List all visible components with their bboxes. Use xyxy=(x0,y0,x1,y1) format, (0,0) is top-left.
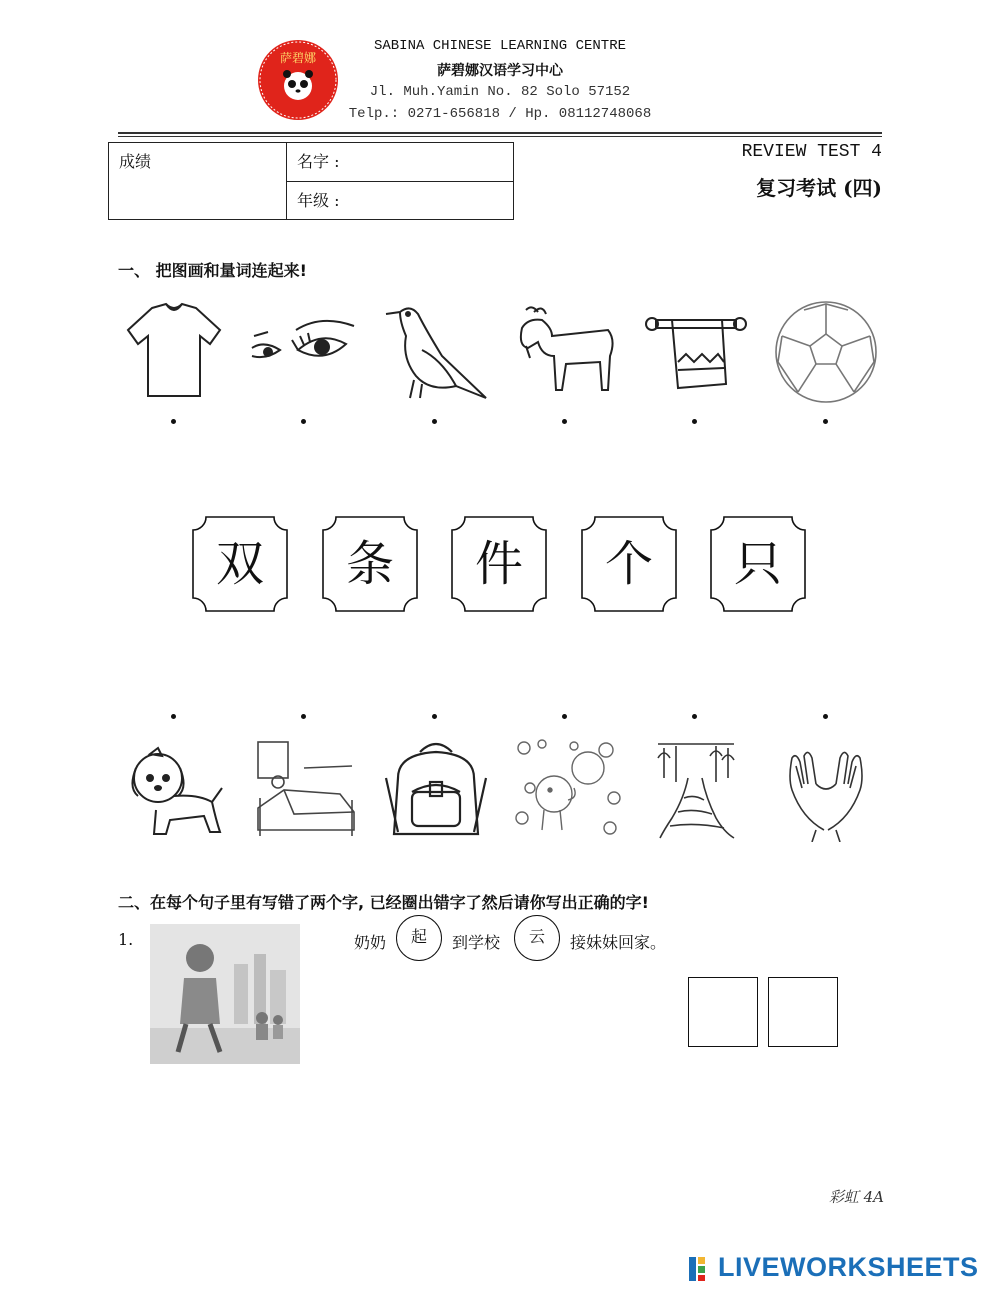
bed-picture xyxy=(254,738,358,842)
connect-dot[interactable] xyxy=(432,714,437,719)
logo-text: 萨碧娜 xyxy=(279,51,317,65)
measure-word: 双 xyxy=(215,536,264,592)
score-cell[interactable] xyxy=(109,143,287,219)
textbook-label: 彩虹 4A xyxy=(828,1188,884,1206)
question-number: 1. xyxy=(118,930,134,949)
grade-field[interactable] xyxy=(287,182,513,219)
sentence-part: 接妹妹回家。 xyxy=(570,933,667,952)
liveworksheets-logo[interactable] xyxy=(688,1254,988,1284)
test-title-en: REVIEW TEST 4 xyxy=(741,142,882,162)
measure-word-box[interactable] xyxy=(581,516,677,612)
section2-title: 二、在每个句子里有写错了两个字, 已经圈出错字了然后请你写出正确的字! xyxy=(118,893,649,912)
liveworksheets-brand: LIVEWORKSHEETS xyxy=(718,1252,979,1282)
school-name-zh: 萨碧娜汉语学习中心 xyxy=(437,63,563,79)
grandma-walking-picture xyxy=(150,924,300,1064)
school-address: Jl. Muh.Yamin No. 82 Solo 57152 xyxy=(369,84,631,100)
test-title-zh: 复习考试 (四) xyxy=(756,176,882,200)
bird-picture xyxy=(382,300,486,404)
connect-dot[interactable] xyxy=(823,419,828,424)
connect-dot[interactable] xyxy=(171,419,176,424)
score-label: 成绩 xyxy=(119,152,152,171)
wrong-char-circle: 云 xyxy=(514,915,560,961)
measure-word: 件 xyxy=(474,536,523,592)
towel-picture xyxy=(642,300,746,404)
hands-picture xyxy=(782,738,886,842)
puppy-picture xyxy=(124,738,228,842)
connect-dot[interactable] xyxy=(823,714,828,719)
liveworksheets-icon xyxy=(688,1256,714,1282)
student-info-table xyxy=(108,142,514,220)
elephant-bubbles-picture xyxy=(514,738,618,842)
connect-dot[interactable] xyxy=(562,419,567,424)
connect-dot[interactable] xyxy=(432,419,437,424)
measure-word-box[interactable] xyxy=(322,516,418,612)
tshirt-picture xyxy=(122,300,226,404)
name-field[interactable] xyxy=(287,143,513,182)
measure-word: 条 xyxy=(345,536,394,592)
header-rule xyxy=(118,132,882,134)
measure-word-box[interactable] xyxy=(192,516,288,612)
connect-dot[interactable] xyxy=(301,714,306,719)
connect-dot[interactable] xyxy=(171,714,176,719)
goat-picture xyxy=(512,300,616,404)
connect-dot[interactable] xyxy=(562,714,567,719)
backpack-picture xyxy=(382,738,486,842)
wrong-char-circle: 起 xyxy=(396,915,442,961)
measure-word-box[interactable] xyxy=(710,516,806,612)
connect-dot[interactable] xyxy=(301,419,306,424)
school-phone: Telp.: 0271-656818 / Hp. 08112748068 xyxy=(348,106,652,122)
measure-word: 个 xyxy=(604,536,653,592)
connect-dot[interactable] xyxy=(692,419,697,424)
section1-title: 一、 把图画和量词连起来! xyxy=(118,261,307,280)
soccer-ball-picture xyxy=(774,300,878,404)
sentence-part: 到学校 xyxy=(452,933,501,952)
measure-word: 只 xyxy=(733,536,782,592)
answer-box[interactable] xyxy=(688,977,758,1047)
answer-box[interactable] xyxy=(768,977,838,1047)
river-picture xyxy=(654,738,758,842)
grade-label: 年级 : xyxy=(297,191,340,210)
eyes-picture xyxy=(246,300,350,404)
header-rule-thin xyxy=(118,136,882,137)
measure-word-box[interactable] xyxy=(451,516,547,612)
connect-dot[interactable] xyxy=(692,714,697,719)
school-name-en: SABINA CHINESE LEARNING CENTRE xyxy=(373,38,627,54)
sentence-part: 奶奶 xyxy=(354,933,387,952)
name-label: 名字 : xyxy=(297,152,340,171)
